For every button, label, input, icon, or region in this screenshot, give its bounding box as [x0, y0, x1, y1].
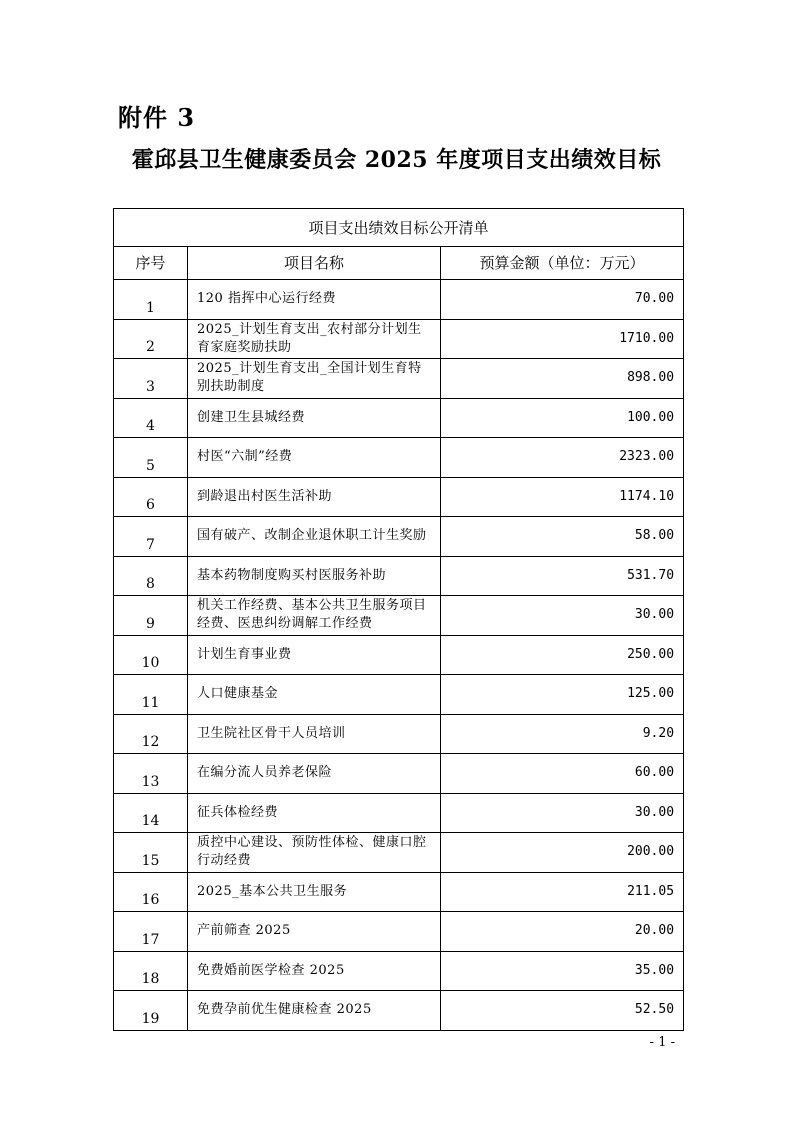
row-project-name: 2025_基本公共卫生服务 — [188, 872, 441, 912]
row-amount: 20.00 — [441, 912, 684, 952]
table-header-row — [114, 247, 684, 280]
row-amount: 30.00 — [441, 596, 684, 636]
row-seq: 7 — [114, 517, 188, 557]
row-amount: 60.00 — [441, 754, 684, 794]
row-seq: 16 — [114, 872, 188, 912]
table-caption: 项目支出绩效目标公开清单 — [114, 209, 684, 247]
page-number: - 1 - — [649, 1035, 675, 1050]
row-amount: 58.00 — [441, 517, 684, 557]
row-seq: 14 — [114, 793, 188, 833]
row-amount: 898.00 — [441, 359, 684, 399]
header-name: 项目名称 — [188, 247, 441, 280]
row-amount: 250.00 — [441, 635, 684, 675]
row-seq: 8 — [114, 556, 188, 596]
row-seq: 11 — [114, 675, 188, 715]
row-project-name: 质控中心建设、预防性体检、健康口腔行动经费 — [188, 833, 441, 873]
row-project-name: 基本药物制度购买村医服务补助 — [188, 556, 441, 596]
row-seq: 15 — [114, 833, 188, 873]
row-seq: 6 — [114, 477, 188, 517]
row-seq: 12 — [114, 714, 188, 754]
row-seq: 2 — [114, 319, 188, 359]
row-seq: 10 — [114, 635, 188, 675]
row-amount: 100.00 — [441, 398, 684, 438]
header-amount: 预算金额（单位：万元） — [441, 247, 684, 280]
row-seq: 13 — [114, 754, 188, 794]
row-amount: 211.05 — [441, 872, 684, 912]
row-amount: 35.00 — [441, 951, 684, 991]
table-row — [114, 912, 684, 952]
row-amount: 1710.00 — [441, 319, 684, 359]
row-project-name: 在编分流人员养老保险 — [188, 754, 441, 794]
row-amount: 30.00 — [441, 793, 684, 833]
row-project-name: 村医“六制”经费 — [188, 438, 441, 478]
table-row — [114, 675, 684, 715]
table-row — [114, 872, 684, 912]
header-seq: 序号 — [114, 247, 188, 280]
row-project-name: 国有破产、改制企业退休职工计生奖励 — [188, 517, 441, 557]
row-project-name: 卫生院社区骨干人员培训 — [188, 714, 441, 754]
row-project-name: 计划生育事业费 — [188, 635, 441, 675]
table-row — [114, 635, 684, 675]
row-seq: 9 — [114, 596, 188, 636]
table-row — [114, 556, 684, 596]
table-row — [114, 793, 684, 833]
row-project-name: 产前筛查 2025 — [188, 912, 441, 952]
table-row — [114, 319, 684, 359]
row-amount: 9.20 — [441, 714, 684, 754]
table-row — [114, 833, 684, 873]
table-row — [114, 438, 684, 478]
row-project-name: 人口健康基金 — [188, 675, 441, 715]
document-title: 霍邱县卫生健康委员会 2025 年度项目支出绩效目标 — [131, 147, 662, 173]
table-row — [114, 398, 684, 438]
row-amount: 1174.10 — [441, 477, 684, 517]
row-amount: 531.70 — [441, 556, 684, 596]
row-project-name: 机关工作经费、基本公共卫生服务项目经费、医患纠纷调解工作经费 — [188, 596, 441, 636]
row-seq: 5 — [114, 438, 188, 478]
row-amount: 125.00 — [441, 675, 684, 715]
table-row — [114, 991, 684, 1031]
row-seq: 1 — [114, 280, 188, 320]
row-project-name: 免费婚前医学检查 2025 — [188, 951, 441, 991]
row-seq: 18 — [114, 951, 188, 991]
row-project-name: 免费孕前优生健康检查 2025 — [188, 991, 441, 1031]
row-amount: 200.00 — [441, 833, 684, 873]
row-seq: 17 — [114, 912, 188, 952]
row-seq: 4 — [114, 398, 188, 438]
table-row — [114, 714, 684, 754]
table-row — [114, 517, 684, 557]
row-project-name: 120 指挥中心运行经费 — [188, 280, 441, 320]
row-seq: 19 — [114, 991, 188, 1031]
row-project-name: 2025_计划生育支出_全国计划生育特别扶助制度 — [188, 359, 441, 399]
table-caption-row — [114, 209, 684, 247]
performance-target-table — [113, 208, 684, 1031]
row-amount: 2323.00 — [441, 438, 684, 478]
table-row — [114, 477, 684, 517]
row-seq: 3 — [114, 359, 188, 399]
row-project-name: 2025_计划生育支出_农村部分计划生育家庭奖励扶助 — [188, 319, 441, 359]
table-row — [114, 359, 684, 399]
table-row — [114, 951, 684, 991]
table-row — [114, 280, 684, 320]
row-project-name: 到龄退出村医生活补助 — [188, 477, 441, 517]
row-amount: 70.00 — [441, 280, 684, 320]
row-amount: 52.50 — [441, 991, 684, 1031]
row-project-name: 创建卫生县城经费 — [188, 398, 441, 438]
row-project-name: 征兵体检经费 — [188, 793, 441, 833]
table-row — [114, 596, 684, 636]
table-row — [114, 754, 684, 794]
attachment-label: 附件 3 — [118, 103, 196, 132]
